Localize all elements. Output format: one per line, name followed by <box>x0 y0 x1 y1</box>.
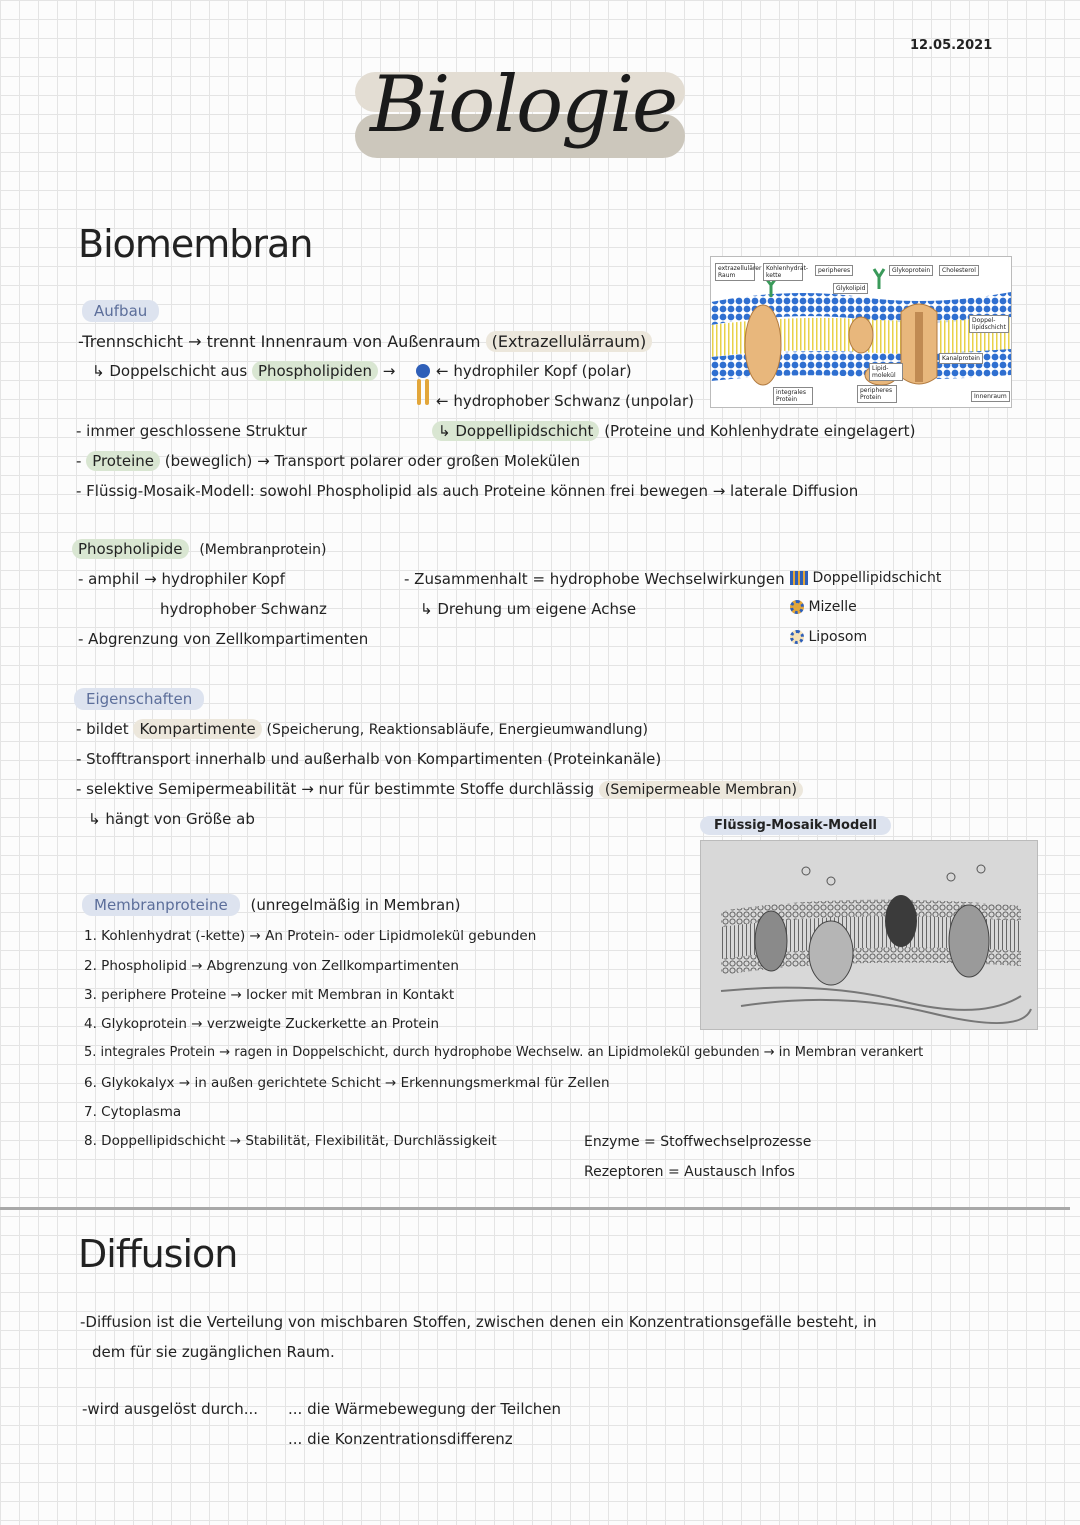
label-kanalprotein: Kanalprotein <box>939 353 983 364</box>
diffusion-definition-2: dem für sie zugänglichen Raum. <box>92 1343 335 1361</box>
legend-mizelle: Mizelle <box>790 599 857 615</box>
date: 12.05.2021 <box>910 38 993 53</box>
label-doppellipidschicht: Doppel-lipidschicht <box>969 315 1009 333</box>
head-label: ← hydrophiler Kopf (polar) <box>436 362 632 380</box>
label-glykoprotein: Glykoprotein <box>889 265 933 276</box>
label-innenraum: Innenraum <box>971 391 1010 402</box>
membranproteine-item-5: 5. integrales Protein → ragen in Doppelschicht, durch hydrophobe Wechselw. an Lipidmolekül gebunden → in Membran verankert <box>84 1045 924 1060</box>
eigenschaften-line-3: - selektive Semipermeabilität → nur für bestimmte Stoffe durchlässig (Semipermeable Membran) <box>76 780 803 798</box>
eigenschaften-line-4: ↳ hängt von Größe ab <box>88 810 255 828</box>
label-integrales-protein: integrales Protein <box>773 387 813 405</box>
membranproteine-item-4: 4. Glykoprotein → verzweigte Zuckerkette an Protein <box>84 1016 440 1032</box>
label-extrazell: extrazellulärer Raum <box>715 263 755 281</box>
tail-label: ← hydrophober Schwanz (unpolar) <box>436 392 694 410</box>
eigenschaften-line-2: - Stofftransport innerhalb und außerhalb von Kompartimenten (Proteinkanäle) <box>76 750 662 768</box>
label-kohlenhydrat: Kohlenhydrat-kette <box>763 263 803 281</box>
section-heading-biomembran: Biomembran <box>78 222 313 266</box>
enzyme-note: Enzyme = Stoffwechselprozesse <box>584 1134 812 1150</box>
diffusion-trigger: -wird ausgelöst durch... <box>82 1400 259 1418</box>
page-title: Biologie <box>370 60 677 150</box>
eigenschaften-line-1: - bildet Kompartimente (Speicherung, Reaktionsabläufe, Energieumwandlung) <box>76 720 648 738</box>
model-label: Flüssig-Mosaik-Modell <box>700 818 891 833</box>
phospholipide-line-1: - amphil → hydrophiler Kopf <box>78 570 285 588</box>
aufbau-line-4: - Proteine (beweglich) → Transport polarer oder großen Molekülen <box>76 452 581 470</box>
fluid-mosaic-photo <box>700 840 1038 1030</box>
phospholipide-right-1: - Zusammenhalt = hydrophobe Wechselwirkungen <box>404 570 785 588</box>
section-divider <box>0 1207 1070 1210</box>
diffusion-cause-2: ... die Konzentrationsdifferenz <box>288 1430 513 1448</box>
phospholipide-line-3: - Abgrenzung von Zellkompartimenten <box>78 630 369 648</box>
membranproteine-item-1: 1. Kohlenhydrat (-kette) → An Protein- oder Lipidmolekül gebunden <box>84 928 537 944</box>
label-lipidmolekuel: Lipid-molekül <box>869 363 903 381</box>
phospholipide-line-2: hydrophober Schwanz <box>160 600 327 618</box>
membrane-diagram <box>710 256 1012 408</box>
diffusion-definition-1: -Diffusion ist die Verteilung von mischbaren Stoffen, zwischen denen ein Konzentrationsgefälle besteht, in <box>80 1313 877 1331</box>
rezeptoren-note: Rezeptoren = Austausch Infos <box>584 1164 795 1180</box>
eigenschaften-label: Eigenschaften <box>74 690 204 708</box>
diffusion-cause-1: ... die Wärmebewegung der Teilchen <box>288 1400 561 1418</box>
aufbau-line-2: ↳ Doppelschicht aus Phospholipiden → <box>92 362 396 380</box>
phospholipide-right-2: ↳ Drehung um eigene Achse <box>420 600 637 618</box>
phospholipid-icon <box>410 362 436 408</box>
label-cholesterol: Cholesterol <box>939 265 979 276</box>
aufbau-line-3: - immer geschlossene Struktur <box>76 422 308 440</box>
label-peripheres-protein: peripheres Protein <box>857 385 897 403</box>
legend-liposom: Liposom <box>790 629 867 645</box>
membranproteine-item-3: 3. periphere Proteine → locker mit Membran in Kontakt <box>84 987 455 1003</box>
membranproteine-item-8: 8. Doppellipidschicht → Stabilität, Flexibilität, Durchlässigkeit <box>84 1133 497 1149</box>
label-glykolipid: Glykolipid <box>833 283 868 294</box>
aufbau-line-3b: ↳ Doppellipidschicht (Proteine und Kohlenhydrate eingelagert) <box>432 422 915 440</box>
membranproteine-item-2: 2. Phospholipid → Abgrenzung von Zellkompartimenten <box>84 958 459 974</box>
phospholipide-label: Phospholipide (Membranprotein) <box>72 540 326 558</box>
fluid-mosaic-illustration <box>701 841 1037 1029</box>
membranproteine-item-7: 7. Cytoplasma <box>84 1104 182 1120</box>
aufbau-line-1: -Trennschicht → trennt Innenraum von Außenraum (Extrazellulärraum) <box>78 332 652 351</box>
label-peripheres: peripheres <box>815 265 853 276</box>
section-heading-diffusion: Diffusion <box>78 1232 238 1276</box>
membranproteine-item-6: 6. Glykokalyx → in außen gerichtete Schicht → Erkennungsmerkmal für Zellen <box>84 1075 610 1091</box>
legend-doppellipidschicht: Doppellipidschicht <box>790 570 941 586</box>
membranproteine-label: Membranproteine (unregelmäßig in Membran) <box>82 896 461 914</box>
aufbau-label: Aufbau <box>82 302 159 320</box>
aufbau-line-5: - Flüssig-Mosaik-Modell: sowohl Phospholipid als auch Proteine können frei bewegen → laterale Diffusion <box>76 482 859 500</box>
